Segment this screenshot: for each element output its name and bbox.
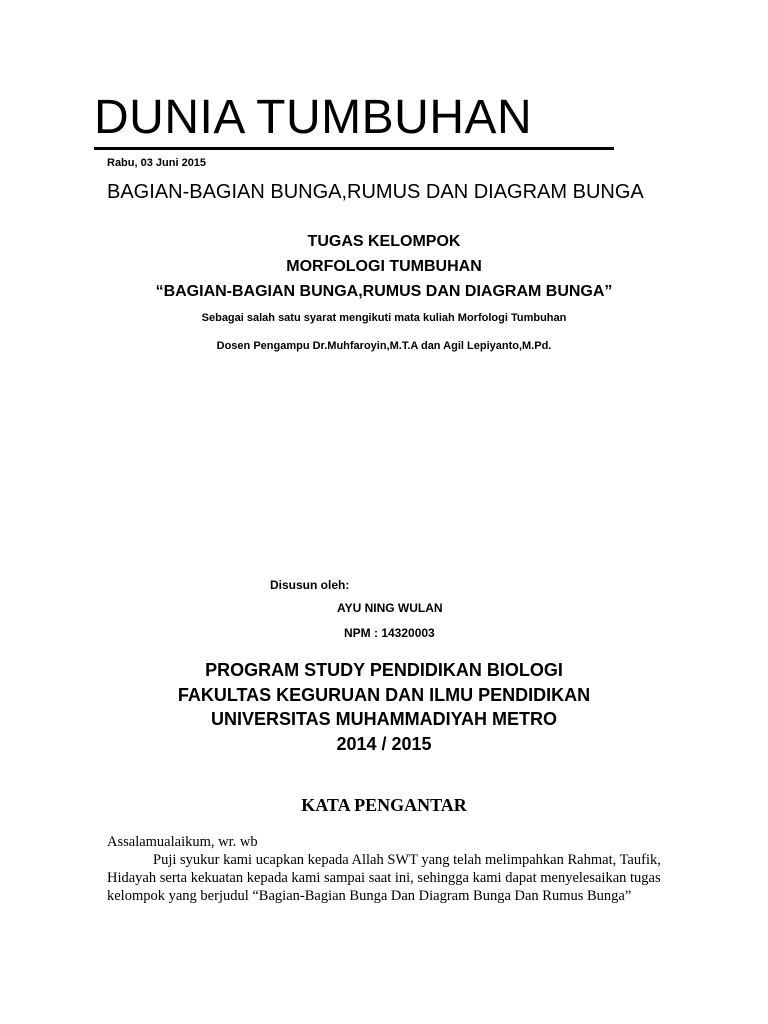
blog-title: DUNIA TUMBUHAN [94,91,533,144]
cover-assignment-title: “BAGIAN-BAGIAN BUNGA,RUMUS DAN DIAGRAM BUNGA” [155,283,613,300]
author-name: AYU NING WULAN [337,601,443,615]
cover-lecturers: Dosen Pengampu Dr.Muhfaroyin,M.T.A dan Agil Lepiyanto,M.Pd. [216,340,552,352]
institution-year: 2014 / 2015 [336,734,432,754]
cover-course-name: MORFOLOGI TUMBUHAN [286,258,482,275]
cover-requirement-note: Sebagai salah satu syarat mengikuti mata kuliah Morfologi Tumbuhan [201,312,567,324]
author-npm: NPM : 14320003 [344,626,435,640]
title-underline [94,147,614,150]
greeting-line: Assalamualaikum, wr. wb [107,834,258,850]
kata-pengantar-heading: KATA PENGANTAR [301,795,467,815]
institution-university: UNIVERSITAS MUHAMMADIYAH METRO [210,709,557,729]
author-label: Disusun oleh: [270,578,350,592]
cover-assignment-type: TUGAS KELOMPOK [307,233,461,250]
institution-program: PROGRAM STUDY PENDIDIKAN BIOLOGI [205,660,563,680]
kata-pengantar-body [107,833,687,905]
institution-faculty: FAKULTAS KEGURUAN DAN ILMU PENDIDIKAN [177,685,591,705]
post-title[interactable]: BAGIAN-BAGIAN BUNGA,RUMUS DAN DIAGRAM BUNGA [107,181,644,203]
intro-paragraph: Puji syukur kami ucapkan kepada Allah SWT yang telah melimpahkan Rahmat, Taufik, Hidayah serta kekuatan kepada kami sampai saat ini, sehingga kami dapat menyelesaikan tugas kelompok yang berjudul “Bagian-Bagian Bunga Dan Diagram Bunga Dan Rumus Bunga” [107,852,661,904]
post-date: Rabu, 03 Juni 2015 [107,157,207,169]
